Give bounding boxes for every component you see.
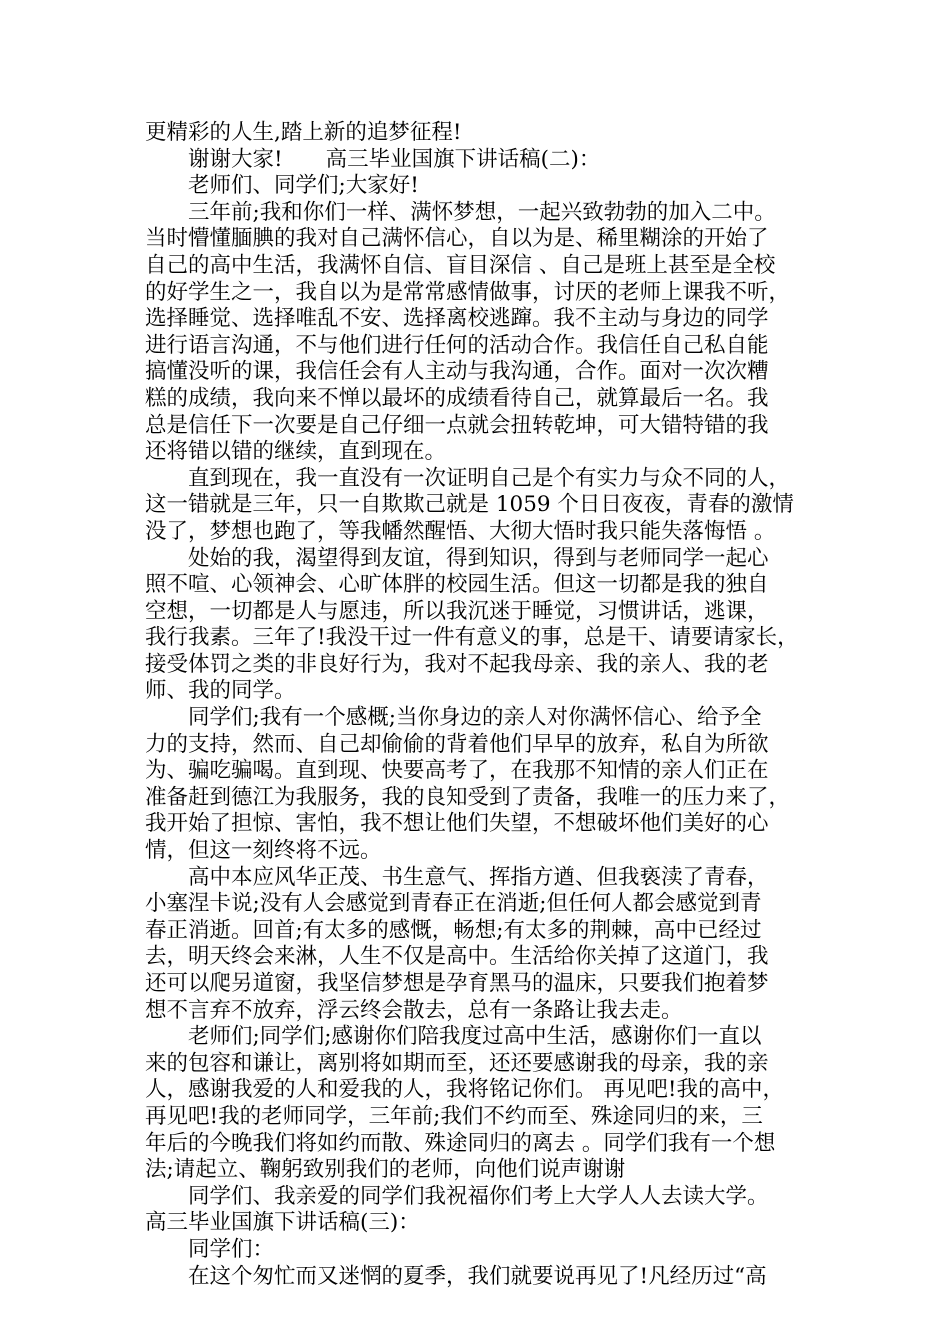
text-line: 谢谢大家! 高三毕业国旗下讲话稿(二)：: [188, 146, 601, 172]
text-line: 小塞涅卡说;没有人会感觉到青春正在消逝;但任何人都会感觉到青: [145, 891, 762, 917]
text-line: 选择睡觉、选择唯乱不安、选择离校逃蹿。我不主动与身边的同学: [145, 306, 769, 332]
text-line: 我开始了担惊、害怕，我不想让他们失望，不想破坏他们美好的心: [145, 811, 769, 837]
text-line: 同学们、我亲爱的同学们我祝福你们考上大学人人去读大学。: [188, 1183, 769, 1209]
text-line: 力的支持，然而、自己却偷偷的背着他们早早的放弃，私自为所欲: [145, 731, 769, 757]
text-line: 接受体罚之类的非良好行为，我对不起我母亲、我的亲人、我的老: [145, 651, 769, 677]
text-line: 处始的我，渴望得到友谊，得到知识，得到与老师同学一起心: [188, 545, 769, 571]
text-line: 去，明天终会来淋，人生不仅是高中。生活给你关掉了这道门，我: [145, 944, 769, 970]
text-line: 当时懵懂腼腆的我对自己满怀信心，自以为是、稀里糊涂的开始了: [145, 226, 769, 252]
text-line: 为、骗吃骗喝。直到现、快要高考了，在我那不知情的亲人们正在: [145, 758, 769, 784]
text-line: 的好学生之一，我自以为是常常感情做事，讨厌的老师上课我不听，: [145, 279, 791, 305]
text-line: 法;请起立、鞠躬致别我们的老师，向他们说声谢谢: [145, 1157, 626, 1183]
text-line: 老师们、同学们;大家好!: [188, 173, 419, 199]
text-line: 更精彩的人生,踏上新的追梦征程!: [145, 120, 462, 145]
text-line: 同学们;我有一个感概;当你身边的亲人对你满怀信心、给予全: [188, 705, 762, 731]
text-line: 老师们;同学们;感谢你们陪我度过高中生活，感谢你们一直以: [188, 1024, 762, 1050]
text-line: 人，感谢我爱的人和爱我的人，我将铭记你们。 再见吧!我的高中，: [145, 1077, 784, 1103]
text-line: 我行我素。三年了!我没干过一件有意义的事，总是干、请要请家长，: [145, 625, 799, 651]
text-line: 空想，一切都是人与愿违，所以我沉迷于睡觉，习惯讲话，逃课，: [145, 598, 769, 624]
text-line: 同学们：: [188, 1236, 275, 1262]
text-line: 想不言弃不放弃，浮云终会散去，总有一条路让我去走。: [145, 997, 683, 1023]
text-line: 还将错以错的继续，直到现在。: [145, 439, 447, 465]
text-line: 再见吧!我的老师同学，三年前;我们不约而至、殊途同归的来，三: [145, 1103, 763, 1129]
text-line: 高三毕业国旗下讲话稿(三)：: [145, 1210, 420, 1236]
text-line: 进行语言沟通，不与他们进行任何的活动合作。我信任自己私自能: [145, 332, 769, 358]
text-line: 没了，梦想也跑了，等我幡然醒悟、大彻大悟时我只能失落悔悟 。: [145, 518, 776, 544]
text-line: 这一错就是三年，只一自欺欺己就是 1059 个日日夜夜，青春的激情: [145, 492, 794, 518]
text-line: 直到现在，我一直没有一次证明自己是个有实力与众不同的人，: [188, 465, 791, 491]
text-line: 年后的今晚我们将如约而散、殊途同归的离去 。同学们我有一个想: [145, 1130, 776, 1156]
text-line: 糕的成绩，我向来不惮以最坏的成绩看待自己，就算最后一名。我: [145, 385, 769, 411]
text-line: 在这个匆忙而又迷惘的夏季，我们就要说再见了!凡经历过“高: [188, 1263, 767, 1289]
text-line: 三年前;我和你们一样、满怀梦想，一起兴致勃勃的加入二中。: [188, 199, 776, 225]
text-line: 春正消逝。回首;有太多的感慨，畅想;有太多的荆棘，高中已经过: [145, 917, 762, 943]
text-line: 搞懂没听的课，我信任会有人主动与我沟通，合作。面对一次次糟: [145, 359, 769, 385]
text-line: 还可以爬另道窗，我坚信梦想是孕育黑马的温床，只要我们抱着梦: [145, 971, 769, 996]
text-line: 准备赶到德江为我服务，我的良知受到了责备，我唯一的压力来了，: [145, 784, 791, 810]
document-body: [145, 120, 817, 1290]
text-line: 照不喧、心领神会、心旷体胖的校园生活。但这一切都是我的独自: [145, 572, 769, 598]
text-line: 自己的高中生活，我满怀自信、盲目深信 、自己是班上甚至是全校: [145, 252, 776, 278]
text-line: 情，但这一刻终将不远。: [145, 838, 382, 864]
text-line: 高中本应风华正茂、书生意气、挥指方遒、但我亵渎了青春，: [188, 864, 769, 890]
text-line: 师、我的同学。: [145, 678, 296, 704]
text-line: 总是信任下一次要是自己仔细一点就会扭转乾坤，可大错特错的我: [145, 412, 769, 438]
text-line: 来的包容和谦让，离别将如期而至，还还要感谢我的母亲，我的亲: [145, 1050, 769, 1076]
